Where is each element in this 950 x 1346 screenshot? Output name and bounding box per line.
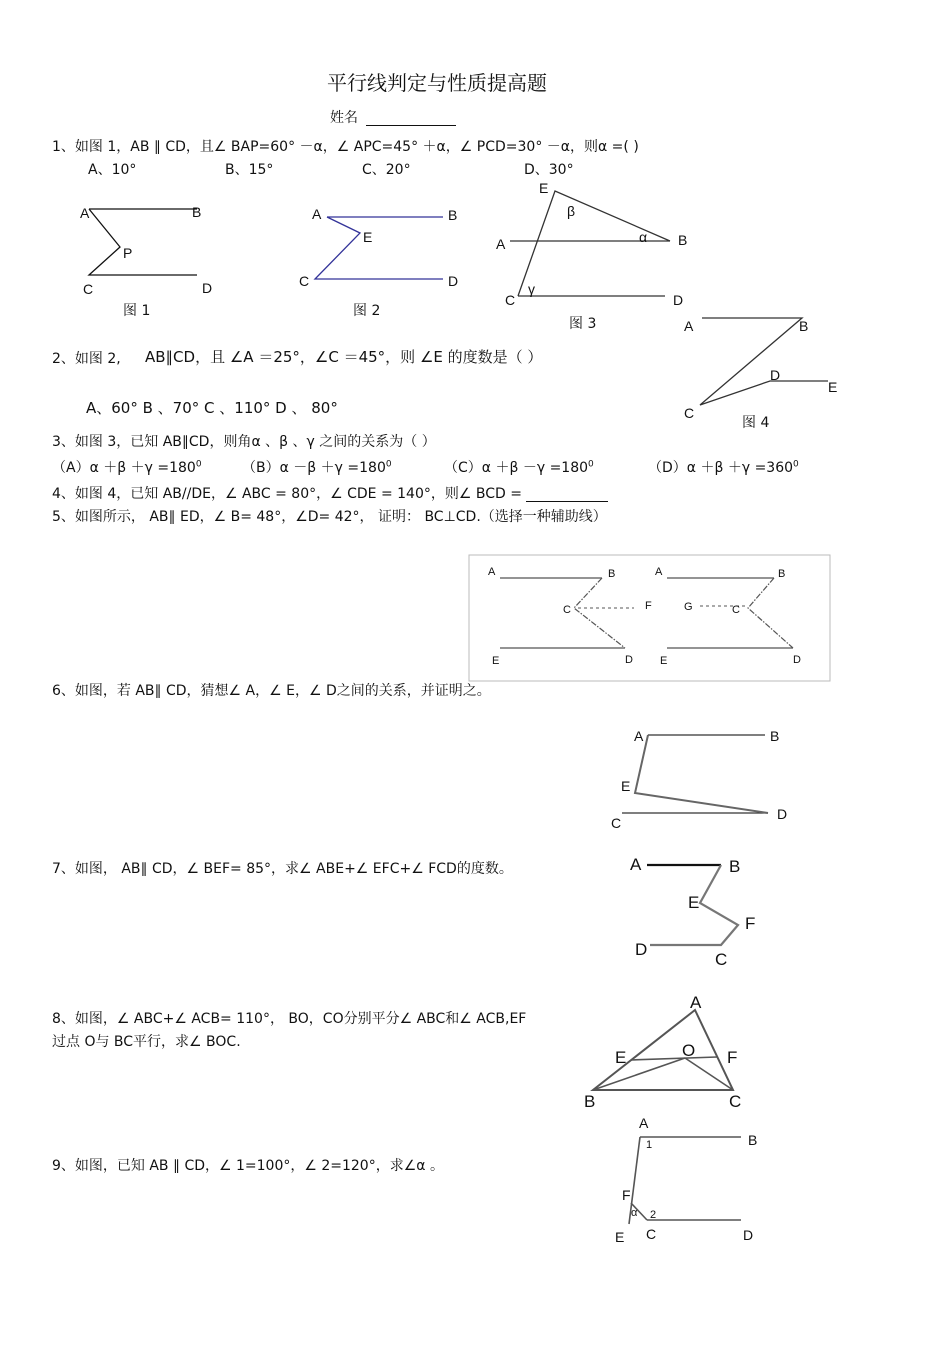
fig5-frame <box>469 555 830 681</box>
fig3-label-beta: β <box>567 203 576 219</box>
figure-8 <box>584 993 741 1111</box>
q1-text: 1、如图 1，AB ∥ CD，且∠ BAP=60° －α，∠ APC=45° ＋α，∠ PCD=30° －α，则α =( ) <box>52 139 639 155</box>
figure-1 <box>80 204 212 319</box>
fig9-label-f: F <box>622 1187 631 1203</box>
q8-text-line1: 8、如图，∠ ABC+∠ ACB= 110°， BO，CO分别平分∠ ABC和∠ ACB,EF <box>52 1011 527 1027</box>
q3-option-b-sup: 0 <box>385 459 392 470</box>
figure-9 <box>615 1115 757 1245</box>
fig6-label-c: C <box>611 815 622 831</box>
fig3-label-b: B <box>678 232 688 248</box>
q1-option-a: A、10° <box>88 162 137 178</box>
fig3-label-alpha: α <box>639 229 648 245</box>
fig9-label-e: E <box>615 1229 625 1245</box>
fig6-label-a: A <box>634 728 644 744</box>
q6-text: 6、如图，若 AB∥ CD，猜想∠ A，∠ E，∠ D之间的关系，并证明之。 <box>52 683 491 699</box>
name-label: 姓名 <box>330 110 358 126</box>
figure-2 <box>299 206 458 319</box>
fig5a-label-e: E <box>492 655 500 667</box>
fig5b-line-bcd <box>748 578 793 648</box>
q8-text-line2: 过点 O与 BC平行，求∠ BOC. <box>52 1034 241 1050</box>
fig4-label-a: A <box>684 318 694 334</box>
fig5a-label-a: A <box>488 566 496 578</box>
fig3-label-d: D <box>673 292 684 308</box>
fig3-line-ceb <box>518 191 670 296</box>
fig8-triangle-abc <box>593 1010 733 1090</box>
fig6-label-e: E <box>621 778 631 794</box>
fig7-label-b: B <box>729 857 741 876</box>
fig9-label-2: 2 <box>650 1209 657 1221</box>
fig8-label-c: C <box>729 1092 742 1111</box>
fig2-label-e: E <box>363 229 373 245</box>
fig7-label-e: E <box>688 893 700 912</box>
fig8-label-f: F <box>727 1048 738 1067</box>
fig1-label-d: D <box>202 280 213 296</box>
figure-6 <box>611 728 787 831</box>
fig7-label-c: C <box>715 950 728 969</box>
q2-options: A、60° B 、70° C 、110° D 、 80° <box>86 399 338 417</box>
fig3-label-gamma: γ <box>528 281 535 297</box>
fig5b-label-c: C <box>732 604 740 616</box>
fig8-label-o: O <box>682 1041 696 1060</box>
fig2-line-aecd <box>315 217 443 279</box>
fig2-label-b: B <box>448 207 458 223</box>
figure-7 <box>630 855 755 969</box>
fig9-label-1: 1 <box>646 1139 653 1151</box>
fig8-line-ef <box>631 1057 717 1060</box>
fig4-caption: 图 4 <box>742 415 770 431</box>
fig9-label-c: C <box>646 1226 657 1242</box>
fig1-line-apcd <box>89 209 197 275</box>
q4-text: 4、如图 4，已知 AB//DE，∠ ABC = 80°，∠ CDE = 140°，则∠ BCD = <box>52 486 522 502</box>
fig1-caption: 图 1 <box>123 303 151 319</box>
fig7-label-a: A <box>630 855 642 874</box>
fig7-label-f: F <box>745 914 756 933</box>
fig7-label-d: D <box>635 940 648 959</box>
fig2-label-c: C <box>299 273 310 289</box>
fig8-label-a: A <box>690 993 702 1012</box>
fig4-label-d: D <box>770 367 781 383</box>
fig6-line-aed <box>635 735 768 813</box>
fig8-line-bo <box>593 1058 685 1090</box>
fig5b-label-b: B <box>778 568 786 580</box>
fig5a-label-b: B <box>608 568 616 580</box>
q2-text: AB∥CD，且 ∠A ＝25°，∠C ＝45°，则 ∠E 的度数是（ ） <box>145 348 543 366</box>
fig1-label-p: P <box>123 245 133 261</box>
figure-3 <box>496 180 687 332</box>
q1-option-b: B、15° <box>225 162 274 178</box>
fig8-label-e: E <box>615 1048 627 1067</box>
q3-option-a-text: （A）α ＋β ＋γ =180 <box>52 460 196 476</box>
fig1-label-a: A <box>80 205 90 221</box>
page-title: 平行线判定与性质提高题 <box>327 71 547 95</box>
q2-text-prefix: 2、如图 2, <box>52 351 121 367</box>
q3-option-c-sup: 0 <box>588 459 594 470</box>
fig5a-label-d: D <box>625 654 633 666</box>
fig5a-line-bcd <box>574 578 625 648</box>
fig4-line-abcde <box>700 318 828 405</box>
figure-5 <box>469 555 830 681</box>
fig3-label-c: C <box>505 292 516 308</box>
fig6-label-b: B <box>770 728 780 744</box>
fig5b-label-d: D <box>793 654 801 666</box>
fig2-label-d: D <box>448 273 459 289</box>
q3-option-d-text: （D）α ＋β ＋γ =360 <box>648 460 794 476</box>
fig9-label-d: D <box>743 1227 754 1243</box>
q3-option-c-text: （C）α ＋β －γ =180 <box>444 460 589 476</box>
fig4-label-b: B <box>799 318 809 334</box>
q9-text: 9、如图，已知 AB ∥ CD，∠ 1=100°，∠ 2=120°，求∠α 。 <box>52 1158 444 1174</box>
fig3-label-e: E <box>539 180 549 196</box>
fig3-label-a: A <box>496 236 506 252</box>
fig5b-label-g: G <box>684 601 693 613</box>
fig8-label-b: B <box>584 1092 596 1111</box>
fig5b-label-e: E <box>660 655 668 667</box>
fig5a-label-f: F <box>645 600 652 612</box>
q3-option-b-text: （B）α －β ＋γ =180 <box>242 460 386 476</box>
q3-text: 3、如图 3，已知 AB∥CD，则角α 、β 、γ 之间的关系为（ ） <box>52 434 436 450</box>
q7-text: 7、如图， AB∥ CD，∠ BEF= 85°，求∠ ABE+∠ EFC+∠ FCD的度数。 <box>52 861 513 877</box>
fig1-label-c: C <box>83 281 94 297</box>
q5-text: 5、如图所示， AB∥ ED，∠ B= 48°，∠D= 42°， 证明： BC⊥CD.（选择一种辅助线） <box>52 509 607 525</box>
fig3-caption: 图 3 <box>569 316 597 332</box>
fig4-label-c: C <box>684 405 695 421</box>
fig2-caption: 图 2 <box>353 303 381 319</box>
fig6-label-d: D <box>777 806 788 822</box>
figure-4 <box>684 318 837 431</box>
q1-option-c: C、20° <box>362 162 411 178</box>
fig5b-label-a: A <box>655 566 663 578</box>
fig9-label-alpha: α <box>631 1207 638 1219</box>
fig1-label-b: B <box>192 204 202 220</box>
q3-option-d-sup: 0 <box>793 459 799 470</box>
fig2-label-a: A <box>312 206 322 222</box>
fig9-label-b: B <box>748 1132 758 1148</box>
fig5a-label-c: C <box>563 604 571 616</box>
fig4-label-e: E <box>828 379 838 395</box>
fig9-label-a: A <box>639 1115 649 1131</box>
q3-option-a-sup: 0 <box>195 459 202 470</box>
q1-option-d: D、30° <box>524 162 574 178</box>
